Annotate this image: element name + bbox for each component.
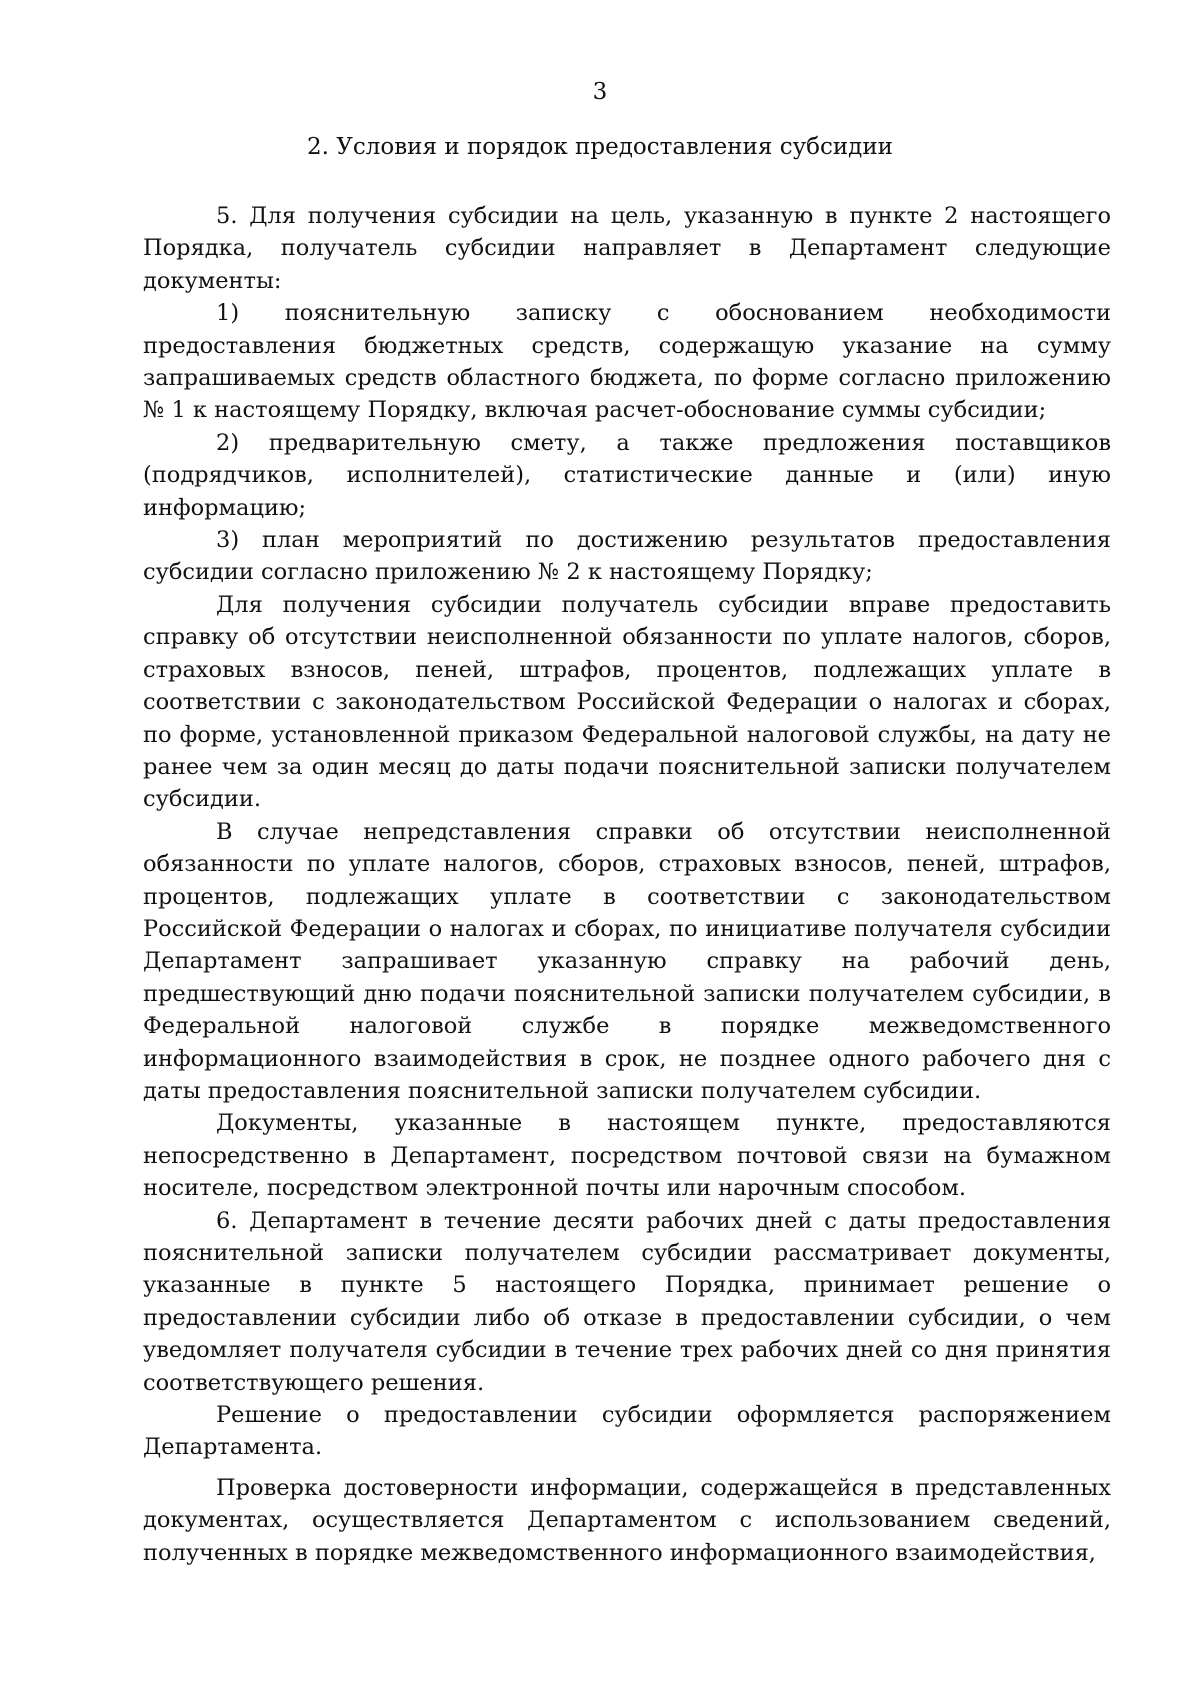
document-body — [143, 200, 1111, 1569]
paragraph-decision: Решение о предоставлении субсидии оформляется распоряжением Департамента. — [143, 1402, 1111, 1461]
paragraph-non-submission: В случае непредставления справки об отсутствии неисполненной обязанности по уплате налогов, сборов, страховых взносов, пеней, штрафов, процентов, подлежащих уплате в соответствии с законодательством Российской Федерации о налогах и сборах, по инициативе получателя субсидии Департамент запрашивает указанную справку на рабочий день, предшествующий дню подачи пояснительной записки получателем субсидии, в Федеральной налоговой службе в порядке межведомственного информационного взаимодействия в срок, не позднее одного рабочего дня с даты предоставления пояснительной записки получателем субсидии. — [143, 818, 1111, 1104]
page-number: 3 — [592, 79, 608, 105]
paragraph-item-6: 6. Департамент в течение десяти рабочих дней с даты предоставления пояснительной записки получателем субсидии рассматривает документы, указанные в пункте 5 настоящего Порядка, принимает решение о предоставлении субсидии либо об отказе в предоставлении субсидии, о чем уведомляет получателя субсидии в течение трех рабочих дней со дня принятия соответствующего решения. — [143, 1207, 1111, 1396]
paragraph-submission-methods: Документы, указанные в настоящем пункте, предоставляются непосредственно в Департамент, посредством почтовой связи на бумажном носителе, посредством электронной почты или нарочным способом. — [143, 1110, 1111, 1202]
paragraph-subitem-1: 1) пояснительную записку с обоснованием необходимости предоставления бюджетных средств, содержащую указание на сумму запрашиваемых средств областного бюджета, по форме согласно приложению № 1 к настоящему Порядку, включая расчет-обоснование суммы субсидии; — [143, 300, 1111, 424]
paragraph-tax-certificate: Для получения субсидии получатель субсидии вправе предоставить справку об отсутствии неисполненной обязанности по уплате налогов, сборов, страховых взносов, пеней, штрафов, процентов, подлежащих уплате в соответствии с законодательством Российской Федерации о налогах и сборах, по форме, установленной приказом Федеральной налоговой службы, на дату не ранее чем за один месяц до даты подачи пояснительной записки получателем субсидии. — [143, 591, 1111, 813]
section-heading: 2. Условия и порядок предоставления субсидии — [307, 134, 893, 160]
paragraph-item-5: 5. Для получения субсидии на цель, указанную в пункте 2 настоящего Порядка, получатель субсидии направляет в Департамент следующие документы: — [143, 203, 1111, 294]
paragraph-subitem-3: 3) план мероприятий по достижению результатов предоставления субсидии согласно приложению № 2 к настоящему Порядку; — [143, 527, 1111, 586]
paragraph-verification: Проверка достоверности информации, содержащейся в представленных документах, осуществляется Департаментом с использованием сведений, полученных в порядке межведомственного информационного взаимодействия, — [143, 1474, 1111, 1566]
paragraph-subitem-2: 2) предварительную смету, а также предложения поставщиков (подрядчиков, исполнителей), статистические данные и (или) иную информацию; — [143, 429, 1111, 521]
